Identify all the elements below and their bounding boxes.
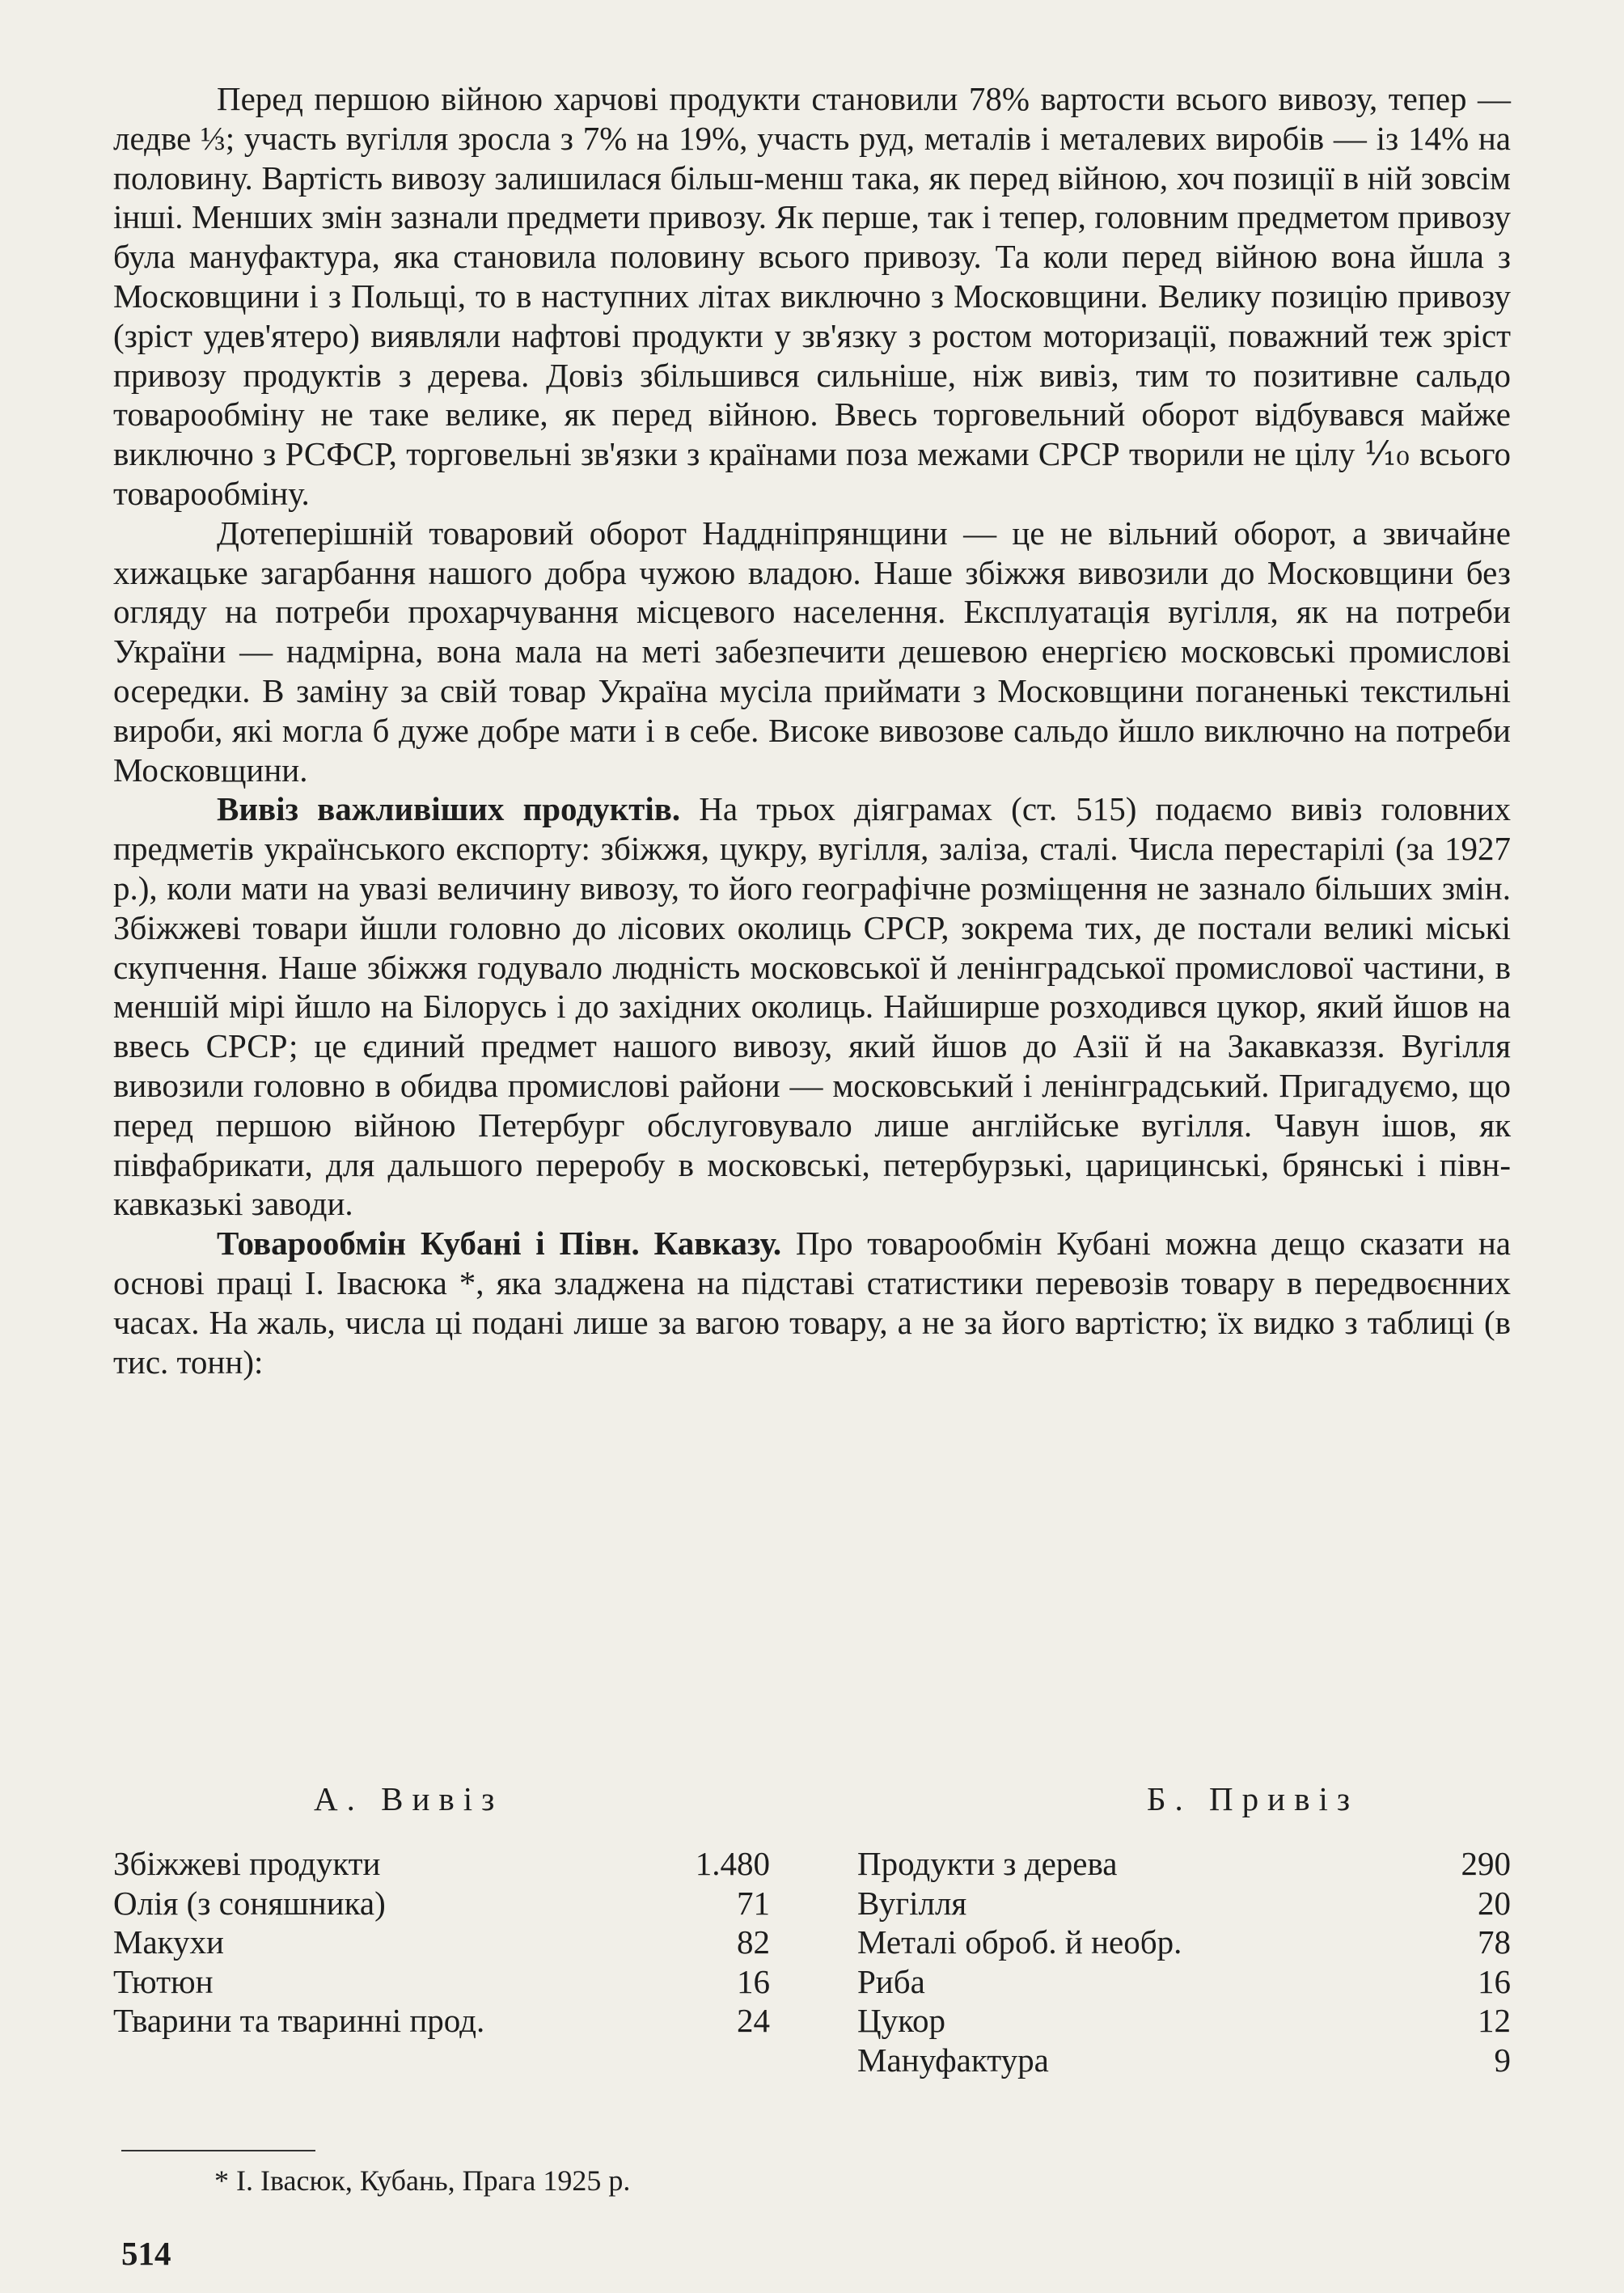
table-row (113, 1884, 770, 1923)
row-item: Збіжжеві продукти (113, 1845, 381, 1882)
row-item: Мануфактура (857, 2041, 1049, 2079)
paragraph-3 (113, 789, 1511, 1224)
paragraph-1-text: Перед першою війною харчові продукти становили 78% вартости всього вивозу, тепер — ледве ⅓; участь вугілля зросла з 7% на 19%, участь руд, металів і металевих виробів — із 14% на половину. Вартість вивозу залишилася більш-менш така, як перед війною, хоч позиції в ній зовсім інші. Менших змін зазнали предмети привозу. Як перше, так і тепер, головним предметом привозу була мануфактура, яка становила половину всього привозу. Та коли перед війною вона йшла з Московщини і з Польщі, то в наступних літах виключно з Московщини. Велику позицію привозу (зріст удев'ятеро) виявляли нафтові продукти у зв'язку з ростом моторизації, поважний теж зріст привозу продуктів з дерева. Довіз збільшився сильніше, ніж вивіз, тим то позитивне сальдо товарообміну не таке велике, як перед війною. Ввесь торговельний оборот відбувався майже виключно з РСФСР, торговельні зв'язки з країнами поза межами СРСР творили не цілу ⅒ всього товарообміну. (113, 80, 1511, 512)
table-row (857, 1923, 1511, 1962)
row-item: Макухи (113, 1923, 224, 1961)
table-row (113, 1962, 770, 2002)
row-item: Продукти з дерева (857, 1845, 1118, 1882)
row-value: 82 (737, 1923, 770, 1961)
row-value: 78 (1478, 1923, 1511, 1961)
row-item: Риба (857, 1962, 925, 2000)
row-value: 16 (1478, 1962, 1511, 2000)
paragraph-1 (113, 79, 1511, 514)
row-item: Тварини та тваринні прод. (113, 2002, 485, 2039)
row-value: 12 (1478, 2002, 1511, 2039)
row-value: 16 (737, 1962, 770, 2000)
row-value: 290 (1461, 1845, 1511, 1882)
table-row (857, 1962, 1511, 2002)
page-body (113, 79, 1511, 1381)
row-value: 20 (1478, 1884, 1511, 1922)
row-item: Олія (з соняшника) (113, 1884, 386, 1922)
paragraph-2 (113, 514, 1511, 790)
import-table-title: Б. Привіз (1147, 1780, 1360, 1817)
paragraph-3-text: На трьох діяграмах (ст. 515) подаємо вивіз головних предметів українського експорту: збіжжя, цукру, вугілля, заліза, сталі. Числа перестарілі (за 1927 р.), коли мати на увазі величину вивозу, то його географічне розміщення не зазнало більших змін. Збіжжеві товари йшли головно до лісових околиць СРСР, зокрема тих, де постали великі міські скупчення. Наше збіжжя годувало людність московської й ленінградської промислової частини, в меншій мірі йшло на Білорусь і до західних околиць. Найширше розходився цукор, який йшов на ввесь СРСР; це єдиний предмет нашого вивозу, який йшов до Азії й на Закавказзя. Вугілля вивозили головно в обидва промислові райони — московський і ленінградський. Пригадуємо, що перед першою війною Петербург обслуговувало лише англійське вугілля. Чавун ішов, як півфабрикати, для дальшого переробу в московські, петербурзькі, царицинські, брянські і півн-кавказькі заводи. (113, 790, 1511, 1223)
export-table (113, 1779, 770, 2041)
row-value: 71 (737, 1884, 770, 1922)
paragraph-2-text: Дотеперішній товаровий оборот Наддніпрянщини — це не вільний оборот, а звичайне хижацьке загарбання нашого добра чужою владою. Наше збіжжя вивозили до Московщини без огляду на потреби прохарчування місцевого населення. Експлуатація вугілля, як на потреби України — надмірна, вона мала на меті забезпечити дешевою енергією московські промислові осередки. В заміну за свій товар Україна мусіла приймати з Московщини поганенькі текстильні вироби, які могла б дуже добре мати і в себе. Високе вивозове сальдо йшло виключно на потреби Московщини. (113, 514, 1511, 789)
trade-tables (113, 1779, 1511, 2103)
row-value: 1.480 (695, 1845, 770, 1882)
row-item: Вугілля (857, 1884, 967, 1922)
paragraph-4-text: Про товарообмін Кубані можна дещо сказати на основі праці І. Івасюка *, яка зладжена на підставі статистики перевозів товару в передвоєнних часах. На жаль, числа ці подані лише за вагою товару, а не за його вартістю; їх видко з таблиці (в тис. тонн): (113, 1225, 1511, 1381)
table-row (113, 1923, 770, 1962)
footnote-divider (121, 2150, 315, 2151)
table-row (857, 1844, 1511, 1884)
table-row (113, 2001, 770, 2041)
row-value: 24 (737, 2002, 770, 2039)
table-row (113, 1844, 770, 1884)
footnote: * І. Івасюк, Кубань, Прага 1925 р. (214, 2164, 631, 2197)
table-row (857, 1884, 1511, 1923)
table-row (857, 2001, 1511, 2041)
import-table (857, 1779, 1511, 2079)
row-item: Цукор (857, 2002, 945, 2039)
row-item: Тютюн (113, 1962, 214, 2000)
page-number: 514 (121, 2235, 171, 2272)
paragraph-4 (113, 1224, 1511, 1381)
paragraph-4-heading: Товарообмін Кубані і Півн. Кавказу. (217, 1225, 782, 1263)
row-value: 9 (1494, 2041, 1511, 2079)
table-row (857, 2041, 1511, 2080)
paragraph-3-heading: Вивіз важливіших продуктів. (217, 790, 681, 828)
row-item: Металі оброб. й необр. (857, 1923, 1182, 1961)
export-table-title: А. Вивіз (314, 1780, 504, 1817)
